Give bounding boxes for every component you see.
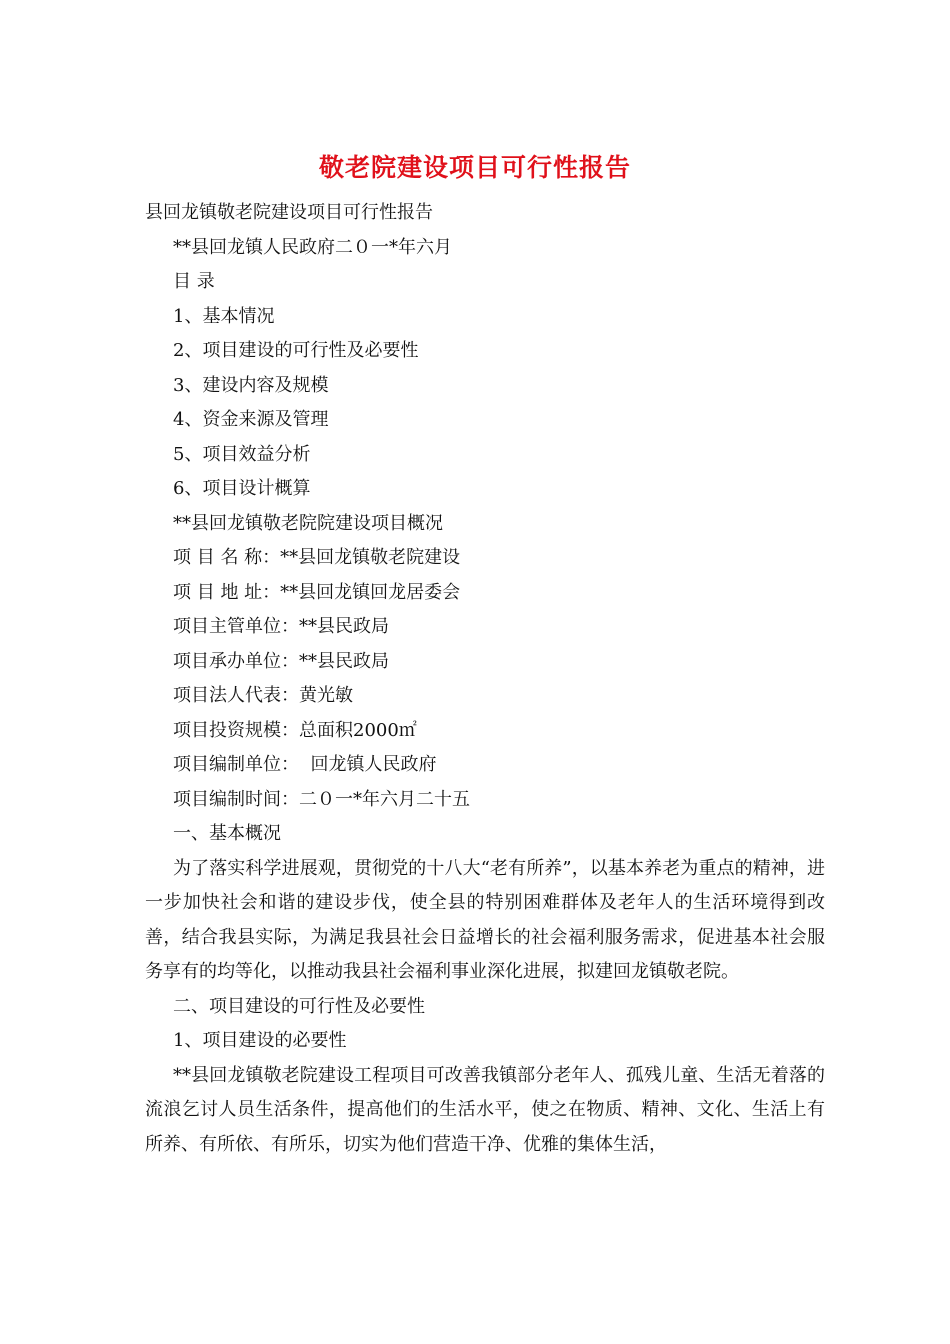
toc-item: 5、项目效益分析 xyxy=(173,443,311,465)
subsection-heading: 1、项目建设的必要性 xyxy=(173,1030,347,1051)
info-undertaker: 项目承办单位：**县民政局 xyxy=(173,650,389,672)
paragraph: **县回龙镇敬老院建设工程项目可改善我镇部分老年人、孤残儿童、生活无着落的流浪乞讨人员生活条件，提高他们的生活水平，使之在物质、精神、文化、生活上有所养、有所依、有所乐，切实为他们营造干净、优雅的集体生活， xyxy=(145,1064,825,1155)
issuer-date-line: **县回龙镇人民政府二０一*年六月 xyxy=(173,236,452,258)
info-project-name: 项 目 名 称：**县回龙镇敬老院建设 xyxy=(173,547,461,568)
info-legal-rep: 项目法人代表：黄光敏 xyxy=(173,685,353,706)
info-project-address: 项 目 地 址：**县回龙镇回龙居委会 xyxy=(173,581,461,603)
document-body xyxy=(145,196,825,1162)
info-compiler: 项目编制单位： 回龙镇人民政府 xyxy=(173,754,437,775)
section-heading: 二、项目建设的可行性及必要性 xyxy=(173,995,425,1017)
info-supervisor: 项目主管单位：**县民政局 xyxy=(173,616,389,637)
info-investment-scale: 项目投资规模：总面积2000㎡ xyxy=(173,719,417,741)
paragraph: 为了落实科学进展观，贯彻党的十八大“老有所养”，以基本养老为重点的精神，进一步加快社会和谐的建设步伐，使全县的特别困难群体及老年人的生活环境得到改善，结合我县实际，为满足我县社会日益增长的社会福利服务需求，促进基本社会服务享有的均等化，以推动我县社会福利事业深化进展，拟建回龙镇敬老院。 xyxy=(145,857,825,982)
overview-heading: **县回龙镇敬老院院建设项目概况 xyxy=(173,512,443,534)
toc-item: 6、项目设计概算 xyxy=(173,478,311,499)
toc-item: 4、资金来源及管理 xyxy=(173,409,329,430)
toc-item: 3、建设内容及规模 xyxy=(173,374,329,396)
section-heading: 一、基本概况 xyxy=(173,823,281,844)
subtitle-line: 县回龙镇敬老院建设项目可行性报告 xyxy=(145,202,433,223)
toc-item: 2、项目建设的可行性及必要性 xyxy=(173,340,419,361)
toc-item: 1、基本情况 xyxy=(173,305,275,327)
info-compile-date: 项目编制时间：二０一*年六月二十五 xyxy=(173,788,470,810)
document-title: 敬老院建设项目可行性报告 xyxy=(318,153,631,182)
toc-heading: 目 录 xyxy=(173,271,215,292)
